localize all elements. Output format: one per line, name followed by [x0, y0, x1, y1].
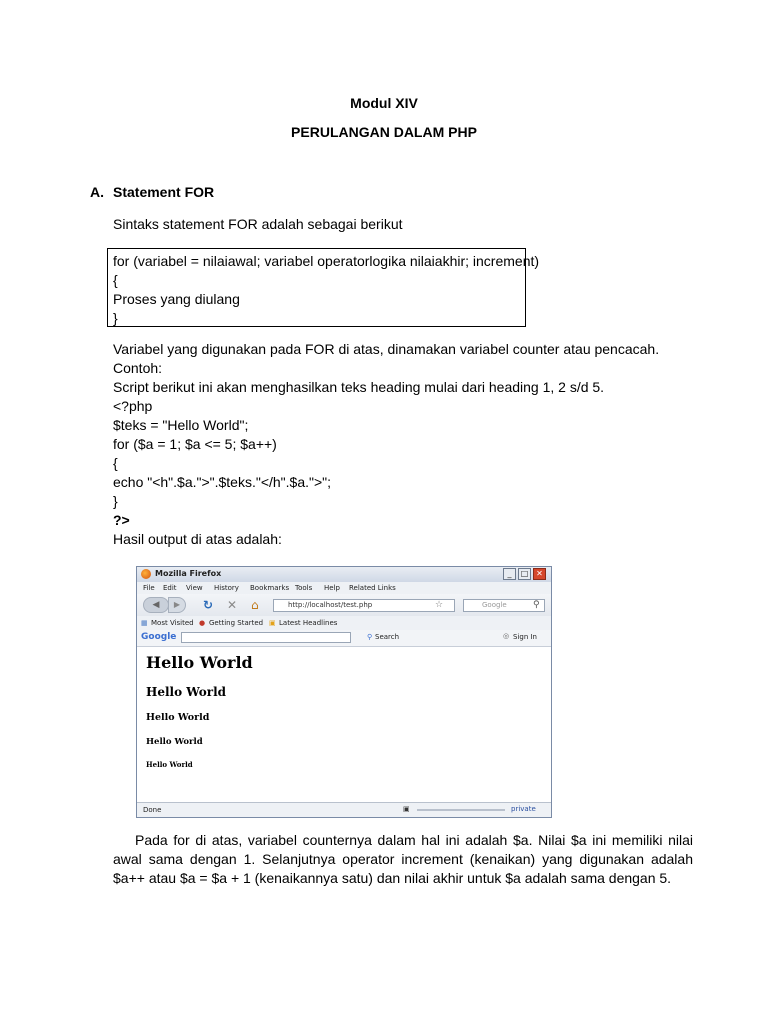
- body-line: Script berikut ini akan menghasilkan teks heading mulai dari heading 1, 2 s/d 5.: [113, 379, 605, 395]
- rss-icon: ▣: [269, 619, 276, 627]
- code-line: $teks = "Hello World";: [113, 417, 249, 433]
- menu-bookmarks[interactable]: Bookmarks: [250, 584, 290, 592]
- url-input[interactable]: http://localhost/test.php: [273, 599, 455, 612]
- most-visited-icon: ▦: [141, 619, 148, 627]
- google-logo: Google: [141, 632, 177, 642]
- bookmarks-toolbar: [137, 616, 551, 631]
- section-title: Statement FOR: [113, 184, 215, 200]
- body-line: Variabel yang digunakan pada FOR di atas, dinamakan variabel counter atau pencacah.: [113, 341, 660, 357]
- google-search-icon: ⚲: [367, 633, 373, 641]
- close-icon[interactable]: ✕: [533, 568, 546, 580]
- search-input[interactable]: Google: [463, 599, 545, 612]
- sign-in-icon: ◎: [503, 632, 510, 640]
- maximize-icon[interactable]: □: [518, 568, 531, 580]
- zoom-slider[interactable]: [417, 809, 505, 811]
- menu-edit[interactable]: Edit: [163, 584, 177, 592]
- browser-viewport: [137, 647, 551, 802]
- section-intro: Sintaks statement FOR adalah sebagai berikut: [113, 216, 403, 232]
- bookmark-most-visited[interactable]: Most Visited: [151, 619, 194, 627]
- reload-icon[interactable]: ↻: [203, 598, 214, 612]
- menu-tools[interactable]: Tools: [295, 584, 313, 592]
- status-text: Done: [143, 806, 162, 814]
- syntax-line: for (variabel = nilaiawal; variabel operatorlogika nilaiakhir; increment): [113, 253, 540, 269]
- code-line: ?>: [113, 512, 130, 528]
- output-h3: Hello World: [146, 712, 210, 723]
- home-icon[interactable]: ⌂: [251, 598, 259, 612]
- google-search-input[interactable]: [181, 632, 351, 643]
- status-indicator-icon: ▣: [403, 805, 410, 813]
- browser-title: Mozilla Firefox: [155, 569, 222, 578]
- menu-file[interactable]: File: [143, 584, 155, 592]
- getting-started-icon: ●: [199, 619, 206, 627]
- bookmark-getting-started[interactable]: Getting Started: [209, 619, 264, 627]
- syntax-line: }: [113, 310, 118, 326]
- bookmark-latest-headlines[interactable]: Latest Headlines: [279, 619, 338, 627]
- output-h2: Hello World: [146, 685, 227, 699]
- menu-help[interactable]: Help: [324, 584, 340, 592]
- firefox-logo-icon: [141, 569, 151, 579]
- magnifier-icon[interactable]: ⚲: [533, 600, 540, 610]
- syntax-line: {: [113, 272, 118, 288]
- back-button[interactable]: ◀: [143, 597, 169, 613]
- status-private: private: [511, 805, 536, 813]
- code-line: echo "<h".$a.">".$teks."</h".$a.">";: [113, 474, 332, 490]
- minimize-icon[interactable]: _: [503, 568, 516, 580]
- page-title: PERULANGAN DALAM PHP: [291, 124, 477, 140]
- browser-status-bar: [137, 802, 551, 818]
- forward-button[interactable]: ▶: [168, 597, 186, 613]
- code-line: {: [113, 455, 118, 471]
- menu-history[interactable]: History: [214, 584, 239, 592]
- sign-in-link[interactable]: Sign In: [513, 633, 537, 641]
- syntax-line: Proses yang diulang: [113, 291, 240, 307]
- google-search-button[interactable]: Search: [375, 633, 400, 641]
- body-line: Contoh:: [113, 360, 163, 376]
- browser-title-bar: [137, 567, 551, 583]
- code-line: <?php: [113, 398, 153, 414]
- browser-screenshot: [136, 566, 552, 818]
- browser-menu-bar: [137, 582, 551, 594]
- code-line: for ($a = 1; $a <= 5; $a++): [113, 436, 277, 452]
- output-h1: Hello World: [146, 653, 253, 672]
- body-line: Hasil output di atas adalah:: [113, 531, 282, 547]
- menu-view[interactable]: View: [186, 584, 203, 592]
- section-label: A.: [90, 184, 104, 200]
- google-toolbar: [137, 630, 551, 647]
- module-number: Modul XIV: [350, 95, 418, 111]
- stop-icon[interactable]: ✕: [227, 598, 238, 612]
- menu-related-links[interactable]: Related Links: [349, 584, 396, 592]
- output-h5: Hello World: [146, 760, 193, 769]
- code-line: }: [113, 493, 118, 509]
- closing-paragraph: Pada for di atas, variabel counternya dalam hal ini adalah $a. Nilai $a ini memiliki nilai awal sama dengan 1. Selanjutnya operator increment (kenaikan) yang digunakan adalah $a++ atau $a = $a + 1 (kenaikannya satu) dan nilai akhir untuk $a adalah sama dengan 5.: [113, 832, 693, 886]
- star-icon[interactable]: ☆: [435, 600, 444, 610]
- output-h4: Hello World: [146, 737, 203, 747]
- browser-nav-bar: [137, 594, 551, 616]
